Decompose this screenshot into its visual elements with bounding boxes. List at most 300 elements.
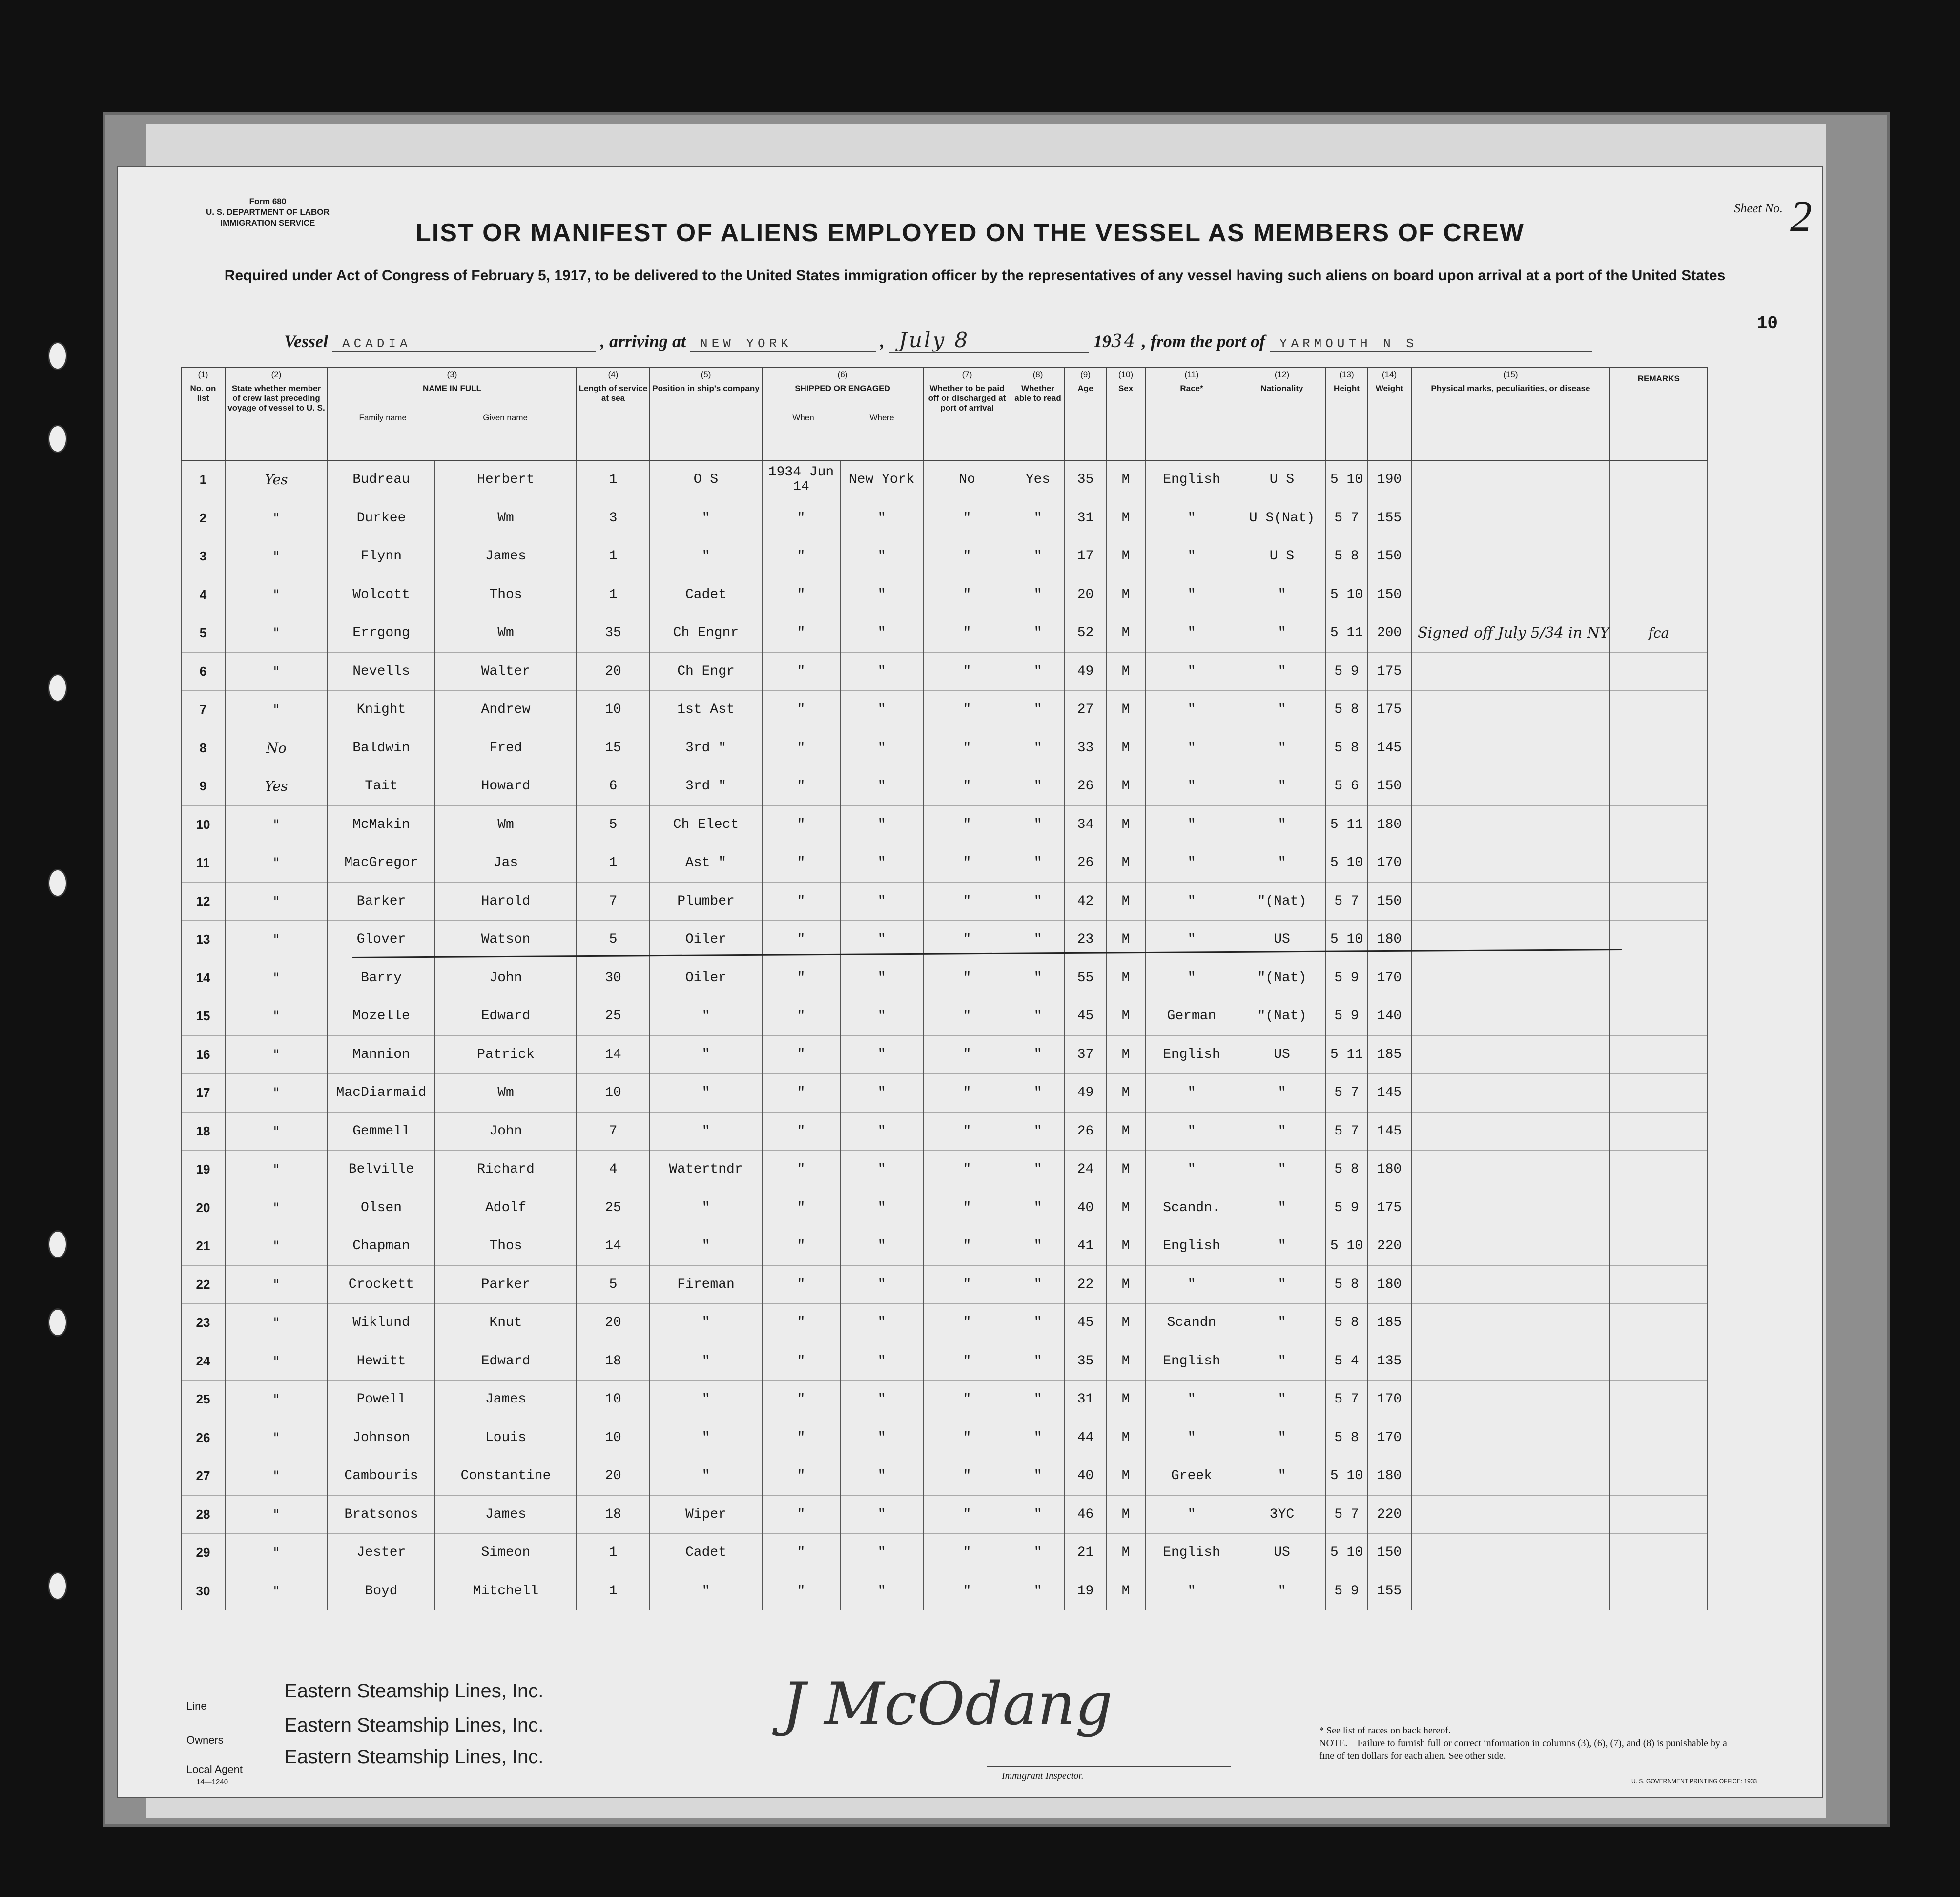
physical-marks-cell bbox=[1411, 1572, 1610, 1610]
able-to-read-cell: " bbox=[1011, 576, 1065, 614]
col-header-height: (13) Height bbox=[1326, 368, 1367, 460]
department-name: U. S. DEPARTMENT OF LABOR bbox=[206, 207, 330, 217]
service-length-cell: 30 bbox=[577, 959, 650, 997]
shipped-where-cell: " bbox=[840, 1189, 923, 1227]
age-cell: 40 bbox=[1065, 1189, 1106, 1227]
remarks-cell bbox=[1610, 1419, 1708, 1457]
row-number-cell: 22 bbox=[181, 1265, 225, 1304]
remarks-cell bbox=[1610, 1304, 1708, 1342]
inspector-label: Immigrant Inspector. bbox=[1002, 1771, 1084, 1781]
height-cell: 5 8 bbox=[1326, 729, 1367, 767]
service-length-cell: 10 bbox=[577, 1419, 650, 1457]
age-cell: 49 bbox=[1065, 652, 1106, 691]
previous-voyage-cell: " bbox=[225, 1189, 328, 1227]
nationality-cell: " bbox=[1238, 1112, 1326, 1151]
position-cell: Oiler bbox=[650, 959, 762, 997]
physical-marks-cell bbox=[1411, 537, 1610, 576]
sex-cell: M bbox=[1106, 997, 1145, 1036]
height-cell: 5 10 bbox=[1326, 1534, 1367, 1572]
able-to-read-cell: " bbox=[1011, 1304, 1065, 1342]
weight-cell: 180 bbox=[1367, 1457, 1411, 1496]
able-to-read-cell: " bbox=[1011, 882, 1065, 921]
position-cell: " bbox=[650, 1112, 762, 1151]
family-name-cell: Johnson bbox=[328, 1419, 435, 1457]
paid-off-cell: " bbox=[923, 537, 1011, 576]
binder-hole bbox=[48, 1230, 67, 1258]
height-cell: 5 10 bbox=[1326, 1227, 1367, 1266]
able-to-read-cell: " bbox=[1011, 1381, 1065, 1419]
shipped-where-cell: New York bbox=[840, 460, 923, 499]
given-name-cell: John bbox=[435, 959, 577, 997]
paid-off-cell: " bbox=[923, 1074, 1011, 1113]
sex-cell: M bbox=[1106, 1035, 1145, 1074]
race-cell: " bbox=[1145, 691, 1238, 729]
previous-voyage-cell: " bbox=[225, 1035, 328, 1074]
binder-hole bbox=[48, 869, 67, 897]
able-to-read-cell: " bbox=[1011, 729, 1065, 767]
sex-cell: M bbox=[1106, 921, 1145, 959]
col-header-service: (4) Length of service at sea bbox=[577, 368, 650, 460]
weight-cell: 140 bbox=[1367, 997, 1411, 1036]
previous-voyage-cell: " bbox=[225, 652, 328, 691]
paid-off-cell: " bbox=[923, 1304, 1011, 1342]
given-name-cell: Howard bbox=[435, 767, 577, 806]
race-cell: " bbox=[1145, 959, 1238, 997]
row-number-cell: 1 bbox=[181, 460, 225, 499]
paid-off-cell: " bbox=[923, 1419, 1011, 1457]
shipped-where-cell: " bbox=[840, 767, 923, 806]
previous-voyage-cell: " bbox=[225, 959, 328, 997]
table-row bbox=[181, 1189, 1708, 1227]
weight-cell: 190 bbox=[1367, 460, 1411, 499]
sex-cell: M bbox=[1106, 1495, 1145, 1534]
weight-cell: 185 bbox=[1367, 1035, 1411, 1074]
row-number-cell: 2 bbox=[181, 499, 225, 537]
physical-marks-cell bbox=[1411, 1035, 1610, 1074]
given-name-cell: Thos bbox=[435, 1227, 577, 1266]
shipped-where-cell: " bbox=[840, 921, 923, 959]
form-subtitle: Required under Act of Congress of February 5, 1917, to be delivered to the United States immigration officer by the representatives of any vessel having such aliens on board upon arrival at a port of the United States bbox=[224, 268, 1726, 284]
shipped-when-cell: " bbox=[762, 1189, 840, 1227]
paid-off-cell: " bbox=[923, 921, 1011, 959]
age-cell: 19 bbox=[1065, 1572, 1106, 1610]
paid-off-cell: " bbox=[923, 844, 1011, 883]
penalty-note: NOTE.—Failure to furnish full or correct information in columns (3), (6), (7), and (8) is punishable by a fine of ten dollars for each alien. See other side. bbox=[1319, 1738, 1727, 1761]
height-cell: 5 9 bbox=[1326, 1189, 1367, 1227]
nationality-cell: U S bbox=[1238, 460, 1326, 499]
able-to-read-cell: " bbox=[1011, 1074, 1065, 1113]
family-name-cell: Budreau bbox=[328, 460, 435, 499]
family-name-cell: Glover bbox=[328, 921, 435, 959]
col-header-shipped: (6) SHIPPED OR ENGAGED When Where bbox=[762, 368, 923, 460]
age-cell: 24 bbox=[1065, 1151, 1106, 1189]
physical-marks-cell bbox=[1411, 1112, 1610, 1151]
sex-cell: M bbox=[1106, 1342, 1145, 1381]
age-cell: 42 bbox=[1065, 882, 1106, 921]
able-to-read-cell: " bbox=[1011, 1151, 1065, 1189]
col-header-name: (3) NAME IN FULL Family name Given name bbox=[328, 368, 577, 460]
service-length-cell: 25 bbox=[577, 997, 650, 1036]
table-row bbox=[181, 767, 1708, 806]
given-name-cell: James bbox=[435, 1381, 577, 1419]
family-name-cell: Mozelle bbox=[328, 997, 435, 1036]
physical-marks-cell bbox=[1411, 997, 1610, 1036]
row-number-cell: 4 bbox=[181, 576, 225, 614]
shipped-when-cell: " bbox=[762, 1572, 840, 1610]
able-to-read-cell: " bbox=[1011, 1112, 1065, 1151]
position-cell: Ch Engnr bbox=[650, 614, 762, 653]
weight-cell: 175 bbox=[1367, 652, 1411, 691]
position-cell: Plumber bbox=[650, 882, 762, 921]
age-cell: 27 bbox=[1065, 691, 1106, 729]
given-name-cell: Wm bbox=[435, 1074, 577, 1113]
previous-voyage-cell: No bbox=[225, 729, 328, 767]
given-name-cell: Andrew bbox=[435, 691, 577, 729]
height-cell: 5 10 bbox=[1326, 576, 1367, 614]
race-cell: " bbox=[1145, 1495, 1238, 1534]
service-length-cell: 25 bbox=[577, 1189, 650, 1227]
given-name-cell: Edward bbox=[435, 997, 577, 1036]
remarks-cell bbox=[1610, 1227, 1708, 1266]
previous-voyage-cell: " bbox=[225, 1151, 328, 1189]
age-cell: 35 bbox=[1065, 1342, 1106, 1381]
shipped-when-cell: " bbox=[762, 652, 840, 691]
previous-voyage-cell: " bbox=[225, 1112, 328, 1151]
table-row bbox=[181, 844, 1708, 883]
year-prefix: 19 bbox=[1093, 331, 1112, 351]
given-name-cell: Herbert bbox=[435, 460, 577, 499]
table-row bbox=[181, 1572, 1708, 1610]
physical-marks-cell bbox=[1411, 1457, 1610, 1496]
previous-voyage-cell: " bbox=[225, 1342, 328, 1381]
race-cell: " bbox=[1145, 1265, 1238, 1304]
shipped-where-cell: " bbox=[840, 1572, 923, 1610]
nationality-cell: US bbox=[1238, 921, 1326, 959]
nationality-cell: " bbox=[1238, 1342, 1326, 1381]
row-number-cell: 29 bbox=[181, 1534, 225, 1572]
previous-voyage-cell: " bbox=[225, 1227, 328, 1266]
remarks-cell bbox=[1610, 1457, 1708, 1496]
race-cell: English bbox=[1145, 1227, 1238, 1266]
remarks-cell bbox=[1610, 1074, 1708, 1113]
table-row bbox=[181, 1495, 1708, 1534]
footnotes bbox=[1319, 1724, 1734, 1762]
previous-voyage-cell: " bbox=[225, 844, 328, 883]
shipped-where-cell: " bbox=[840, 1227, 923, 1266]
line-label: Line bbox=[186, 1700, 207, 1712]
height-cell: 5 8 bbox=[1326, 1419, 1367, 1457]
physical-marks-cell bbox=[1411, 691, 1610, 729]
able-to-read-cell: " bbox=[1011, 767, 1065, 806]
row-number-cell: 17 bbox=[181, 1074, 225, 1113]
given-name-cell: Simeon bbox=[435, 1534, 577, 1572]
able-to-read-cell: " bbox=[1011, 844, 1065, 883]
age-cell: 45 bbox=[1065, 1304, 1106, 1342]
shipped-where-cell: " bbox=[840, 576, 923, 614]
race-cell: English bbox=[1145, 1342, 1238, 1381]
shipped-where-cell: " bbox=[840, 997, 923, 1036]
physical-marks-cell bbox=[1411, 1074, 1610, 1113]
shipped-where-cell: " bbox=[840, 959, 923, 997]
sex-cell: M bbox=[1106, 805, 1145, 844]
given-name-cell: Edward bbox=[435, 1342, 577, 1381]
given-name-cell: Wm bbox=[435, 499, 577, 537]
family-name-cell: Mannion bbox=[328, 1035, 435, 1074]
table-row bbox=[181, 537, 1708, 576]
paid-off-cell: " bbox=[923, 767, 1011, 806]
service-length-cell: 1 bbox=[577, 1534, 650, 1572]
position-cell: " bbox=[650, 1035, 762, 1074]
service-length-cell: 5 bbox=[577, 921, 650, 959]
able-to-read-cell: " bbox=[1011, 1189, 1065, 1227]
row-number-cell: 5 bbox=[181, 614, 225, 653]
nationality-cell: "(Nat) bbox=[1238, 882, 1326, 921]
given-name-cell: Adolf bbox=[435, 1189, 577, 1227]
weight-cell: 145 bbox=[1367, 729, 1411, 767]
given-name-cell: Wm bbox=[435, 805, 577, 844]
given-name-cell: Wm bbox=[435, 614, 577, 653]
weight-cell: 170 bbox=[1367, 1381, 1411, 1419]
shipped-when-cell: " bbox=[762, 576, 840, 614]
nationality-cell: " bbox=[1238, 576, 1326, 614]
shipped-when-cell: " bbox=[762, 1074, 840, 1113]
nationality-cell: U S(Nat) bbox=[1238, 499, 1326, 537]
age-cell: 34 bbox=[1065, 805, 1106, 844]
age-cell: 44 bbox=[1065, 1419, 1106, 1457]
race-cell: English bbox=[1145, 460, 1238, 499]
height-cell: 5 9 bbox=[1326, 997, 1367, 1036]
given-name-cell: Richard bbox=[435, 1151, 577, 1189]
physical-marks-cell bbox=[1411, 729, 1610, 767]
shipped-when-cell: " bbox=[762, 1419, 840, 1457]
position-cell: Wiper bbox=[650, 1495, 762, 1534]
row-number-cell: 28 bbox=[181, 1495, 225, 1534]
service-length-cell: 35 bbox=[577, 614, 650, 653]
given-name-cell: Jas bbox=[435, 844, 577, 883]
paid-off-cell: " bbox=[923, 1189, 1011, 1227]
signature-line bbox=[987, 1766, 1231, 1767]
remarks-cell bbox=[1610, 997, 1708, 1036]
given-name-cell: Constantine bbox=[435, 1457, 577, 1496]
sex-cell: M bbox=[1106, 1534, 1145, 1572]
family-name-cell: Knight bbox=[328, 691, 435, 729]
service-length-cell: 7 bbox=[577, 1112, 650, 1151]
shipped-when-cell: " bbox=[762, 1112, 840, 1151]
nationality-cell: " bbox=[1238, 1227, 1326, 1266]
family-name-cell: Durkee bbox=[328, 499, 435, 537]
service-length-cell: 20 bbox=[577, 1457, 650, 1496]
shipped-when-cell: " bbox=[762, 921, 840, 959]
race-cell: " bbox=[1145, 1112, 1238, 1151]
height-cell: 5 9 bbox=[1326, 652, 1367, 691]
physical-marks-cell bbox=[1411, 576, 1610, 614]
age-cell: 33 bbox=[1065, 729, 1106, 767]
position-cell: Fireman bbox=[650, 1265, 762, 1304]
age-cell: 45 bbox=[1065, 997, 1106, 1036]
col-header-nationality: (12) Nationality bbox=[1238, 368, 1326, 460]
shipped-where-cell: " bbox=[840, 499, 923, 537]
physical-marks-cell bbox=[1411, 1265, 1610, 1304]
table-row bbox=[181, 1419, 1708, 1457]
service-length-cell: 5 bbox=[577, 805, 650, 844]
shipped-when-cell: " bbox=[762, 1495, 840, 1534]
previous-voyage-cell: " bbox=[225, 691, 328, 729]
able-to-read-cell: " bbox=[1011, 1495, 1065, 1534]
race-cell: " bbox=[1145, 767, 1238, 806]
remarks-cell bbox=[1610, 652, 1708, 691]
family-name-cell: Wolcott bbox=[328, 576, 435, 614]
height-cell: 5 9 bbox=[1326, 959, 1367, 997]
paid-off-cell: " bbox=[923, 652, 1011, 691]
sex-cell: M bbox=[1106, 1572, 1145, 1610]
shipped-when-cell: " bbox=[762, 959, 840, 997]
sex-cell: M bbox=[1106, 1304, 1145, 1342]
family-name-cell: Chapman bbox=[328, 1227, 435, 1266]
race-cell: English bbox=[1145, 1035, 1238, 1074]
race-cell: " bbox=[1145, 1074, 1238, 1113]
row-number-cell: 26 bbox=[181, 1419, 225, 1457]
able-to-read-cell: " bbox=[1011, 959, 1065, 997]
paid-off-cell: " bbox=[923, 1342, 1011, 1381]
given-name-cell: Parker bbox=[435, 1265, 577, 1304]
race-cell: " bbox=[1145, 1381, 1238, 1419]
remarks-cell bbox=[1610, 1381, 1708, 1419]
table-row bbox=[181, 499, 1708, 537]
row-number-cell: 11 bbox=[181, 844, 225, 883]
previous-voyage-cell: " bbox=[225, 614, 328, 653]
paid-off-cell: " bbox=[923, 1495, 1011, 1534]
service-length-cell: 1 bbox=[577, 1572, 650, 1610]
nationality-cell: "(Nat) bbox=[1238, 959, 1326, 997]
shipped-where-cell: " bbox=[840, 1495, 923, 1534]
table-row bbox=[181, 652, 1708, 691]
shipped-where-cell: " bbox=[840, 1035, 923, 1074]
given-name-cell: Patrick bbox=[435, 1035, 577, 1074]
table-row bbox=[181, 1151, 1708, 1189]
previous-voyage-cell: " bbox=[225, 882, 328, 921]
col-header-sex: (10) Sex bbox=[1106, 368, 1145, 460]
paid-off-cell: " bbox=[923, 1151, 1011, 1189]
shipped-where-cell: " bbox=[840, 805, 923, 844]
able-to-read-cell: " bbox=[1011, 1035, 1065, 1074]
binder-hole bbox=[48, 342, 67, 370]
age-cell: 26 bbox=[1065, 1112, 1106, 1151]
weight-cell: 220 bbox=[1367, 1495, 1411, 1534]
sex-cell: M bbox=[1106, 767, 1145, 806]
row-number-cell: 30 bbox=[181, 1572, 225, 1610]
family-name-cell: Cambouris bbox=[328, 1457, 435, 1496]
shipped-where-cell: " bbox=[840, 1151, 923, 1189]
family-name-cell: Boyd bbox=[328, 1572, 435, 1610]
position-cell: Ast " bbox=[650, 844, 762, 883]
position-cell: " bbox=[650, 1381, 762, 1419]
able-to-read-cell: " bbox=[1011, 1419, 1065, 1457]
table-row bbox=[181, 1342, 1708, 1381]
row-number-cell: 3 bbox=[181, 537, 225, 576]
physical-marks-cell bbox=[1411, 1419, 1610, 1457]
row-number-cell: 16 bbox=[181, 1035, 225, 1074]
shipped-where-cell: " bbox=[840, 1381, 923, 1419]
age-cell: 37 bbox=[1065, 1035, 1106, 1074]
family-name-cell: Hewitt bbox=[328, 1342, 435, 1381]
paid-off-cell: " bbox=[923, 1227, 1011, 1266]
service-length-cell: 3 bbox=[577, 499, 650, 537]
age-cell: 21 bbox=[1065, 1534, 1106, 1572]
height-cell: 5 9 bbox=[1326, 1572, 1367, 1610]
service-length-cell: 7 bbox=[577, 882, 650, 921]
nationality-cell: US bbox=[1238, 1534, 1326, 1572]
physical-marks-cell: Signed off July 5/34 in NY bbox=[1411, 614, 1610, 653]
previous-voyage-cell: " bbox=[225, 1419, 328, 1457]
family-name-cell: Belville bbox=[328, 1151, 435, 1189]
height-cell: 5 8 bbox=[1326, 1265, 1367, 1304]
table-row bbox=[181, 614, 1708, 653]
height-cell: 5 7 bbox=[1326, 1495, 1367, 1534]
age-cell: 46 bbox=[1065, 1495, 1106, 1534]
sex-cell: M bbox=[1106, 614, 1145, 653]
manifest-page bbox=[117, 166, 1823, 1798]
remarks-cell bbox=[1610, 576, 1708, 614]
given-name-cell: James bbox=[435, 1495, 577, 1534]
weight-cell: 175 bbox=[1367, 691, 1411, 729]
row-number-cell: 24 bbox=[181, 1342, 225, 1381]
shipped-where-cell: " bbox=[840, 1534, 923, 1572]
crew-table bbox=[181, 367, 1708, 1610]
table-row bbox=[181, 959, 1708, 997]
arrival-port: NEW YORK bbox=[690, 336, 876, 352]
table-row bbox=[181, 1035, 1708, 1074]
race-cell: " bbox=[1145, 729, 1238, 767]
able-to-read-cell: " bbox=[1011, 997, 1065, 1036]
age-cell: 55 bbox=[1065, 959, 1106, 997]
nationality-cell: " bbox=[1238, 614, 1326, 653]
sex-cell: M bbox=[1106, 959, 1145, 997]
remarks-cell bbox=[1610, 1189, 1708, 1227]
previous-voyage-cell: " bbox=[225, 576, 328, 614]
family-name-cell: MacGregor bbox=[328, 844, 435, 883]
paid-off-cell: " bbox=[923, 499, 1011, 537]
height-cell: 5 10 bbox=[1326, 844, 1367, 883]
family-name-cell: Barry bbox=[328, 959, 435, 997]
nationality-cell: " bbox=[1238, 844, 1326, 883]
sex-cell: M bbox=[1106, 1381, 1145, 1419]
row-number-cell: 9 bbox=[181, 767, 225, 806]
service-length-cell: 5 bbox=[577, 1265, 650, 1304]
nationality-cell: " bbox=[1238, 1572, 1326, 1610]
physical-marks-cell bbox=[1411, 460, 1610, 499]
physical-marks-cell bbox=[1411, 959, 1610, 997]
sex-cell: M bbox=[1106, 844, 1145, 883]
given-name-cell: Mitchell bbox=[435, 1572, 577, 1610]
service-length-cell: 18 bbox=[577, 1495, 650, 1534]
sex-cell: M bbox=[1106, 729, 1145, 767]
age-cell: 20 bbox=[1065, 576, 1106, 614]
weight-cell: 180 bbox=[1367, 921, 1411, 959]
sex-cell: M bbox=[1106, 1189, 1145, 1227]
header-row bbox=[181, 368, 1708, 460]
able-to-read-cell: " bbox=[1011, 537, 1065, 576]
age-cell: 40 bbox=[1065, 1457, 1106, 1496]
height-cell: 5 4 bbox=[1326, 1342, 1367, 1381]
binder-hole bbox=[48, 674, 67, 702]
able-to-read-cell: " bbox=[1011, 805, 1065, 844]
race-cell: " bbox=[1145, 537, 1238, 576]
remarks-cell bbox=[1610, 460, 1708, 499]
race-cell: English bbox=[1145, 1534, 1238, 1572]
table-row bbox=[181, 576, 1708, 614]
line-stamp: Eastern Steamship Lines, Inc. bbox=[284, 1680, 544, 1702]
service-length-cell: 6 bbox=[577, 767, 650, 806]
